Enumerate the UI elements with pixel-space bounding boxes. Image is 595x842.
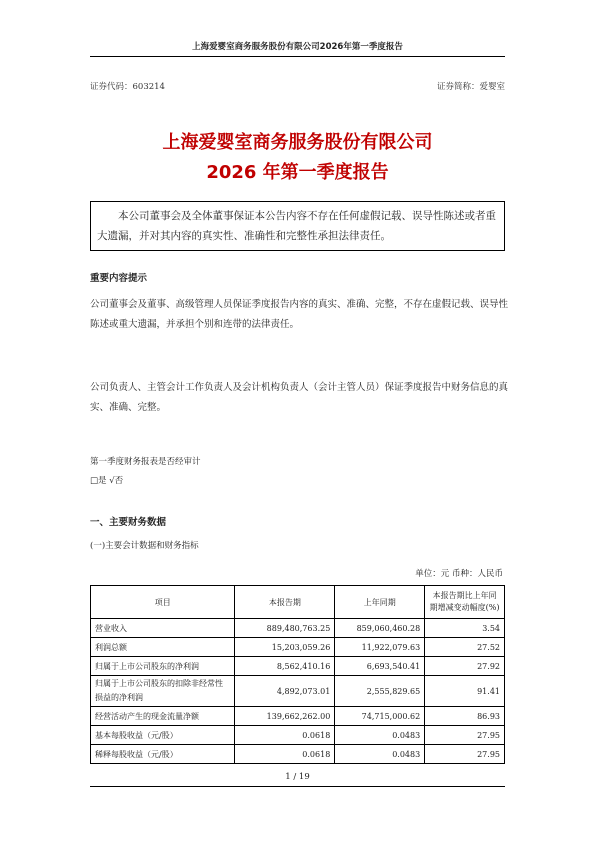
stock-abbreviation: 证券简称：爱婴室 bbox=[436, 82, 505, 92]
important-notice-para-2: 公司负责人、主管会计工作负责人及会计机构负责人（会计主管人员）保证季度报告中财务信息的真实、准确、完整。 bbox=[90, 382, 509, 413]
important-notice-para-1: 公司董事会及董事、高级管理人员保证季度报告内容的真实、准确、完整，不存在虚假记载、误导性陈述或重大遗漏，并承担个别和连带的法律责任。 bbox=[90, 299, 509, 330]
row-item: 利润总额 bbox=[91, 638, 235, 657]
row-current: 4,892,073.01 bbox=[235, 676, 335, 707]
page-number: 1 / 19 bbox=[285, 772, 310, 782]
row-change: 86.93 bbox=[425, 707, 505, 726]
sub-heading-accounting-data: (一)主要会计数据和财务指标 bbox=[90, 541, 199, 551]
table-row bbox=[91, 745, 505, 764]
audit-question: 第一季度财务报表是否经审计 bbox=[90, 457, 201, 467]
important-notice-heading: 重要内容提示 bbox=[90, 273, 148, 284]
audit-answer: □是 √否 bbox=[90, 476, 124, 486]
col-header-prior: 上年同期 bbox=[335, 586, 425, 619]
row-current: 0.0618 bbox=[235, 726, 335, 745]
row-prior: 11,922,079.63 bbox=[335, 638, 425, 657]
row-change: 27.95 bbox=[425, 745, 505, 764]
row-item: 营业收入 bbox=[91, 619, 235, 638]
row-prior: 2,555,829.65 bbox=[335, 676, 425, 707]
table-row bbox=[91, 707, 505, 726]
running-header: 上海爱婴室商务服务股份有限公司2026年第一季度报告 bbox=[192, 42, 403, 52]
row-change: 27.95 bbox=[425, 726, 505, 745]
row-current: 889,480,763.25 bbox=[235, 619, 335, 638]
row-item: 经营活动产生的现金流量净额 bbox=[91, 707, 235, 726]
row-item: 归属于上市公司股东的净利润 bbox=[91, 657, 235, 676]
section-heading-financial-data: 一、主要财务数据 bbox=[90, 517, 167, 528]
table-row bbox=[91, 638, 505, 657]
row-change: 91.41 bbox=[425, 676, 505, 707]
report-title-company: 上海爱婴室商务服务股份有限公司 bbox=[162, 132, 433, 153]
col-header-item: 项目 bbox=[91, 586, 235, 619]
table-row bbox=[91, 676, 505, 707]
col-header-current: 本报告期 bbox=[235, 586, 335, 619]
row-item: 归属于上市公司股东的扣除非经常性损益的净利润 bbox=[91, 676, 235, 707]
row-item: 基本每股收益（元/股） bbox=[91, 726, 235, 745]
row-current: 0.0618 bbox=[235, 745, 335, 764]
row-current: 8,562,410.16 bbox=[235, 657, 335, 676]
row-prior: 6,693,540.41 bbox=[335, 657, 425, 676]
table-row bbox=[91, 619, 505, 638]
row-prior: 859,060,460.28 bbox=[335, 619, 425, 638]
board-statement-box: 本公司董事会及全体董事保证本公告内容不存在任何虚假记载、误导性陈述或者重大遗漏，并对其内容的真实性、准确性和完整性承担法律责任。 bbox=[90, 201, 505, 251]
table-row bbox=[91, 726, 505, 745]
row-change: 27.92 bbox=[425, 657, 505, 676]
report-title-period: 2026 年第一季度报告 bbox=[206, 162, 389, 183]
footer-rule bbox=[90, 786, 505, 787]
row-prior: 0.0483 bbox=[335, 726, 425, 745]
row-current: 15,203,059.26 bbox=[235, 638, 335, 657]
header-rule bbox=[90, 56, 505, 57]
row-current: 139,662,262.00 bbox=[235, 707, 335, 726]
table-header-row bbox=[91, 586, 505, 619]
row-change: 27.52 bbox=[425, 638, 505, 657]
row-prior: 74,715,000.62 bbox=[335, 707, 425, 726]
row-change: 3.54 bbox=[425, 619, 505, 638]
financial-data-table bbox=[90, 585, 505, 764]
stock-code: 证券代码：603214 bbox=[90, 82, 165, 92]
col-header-change: 本报告期比上年同期增减变动幅度(%) bbox=[425, 586, 505, 619]
row-item: 稀释每股收益（元/股） bbox=[91, 745, 235, 764]
table-row bbox=[91, 657, 505, 676]
unit-note: 单位：元 币种：人民币 bbox=[415, 569, 503, 579]
row-prior: 0.0483 bbox=[335, 745, 425, 764]
